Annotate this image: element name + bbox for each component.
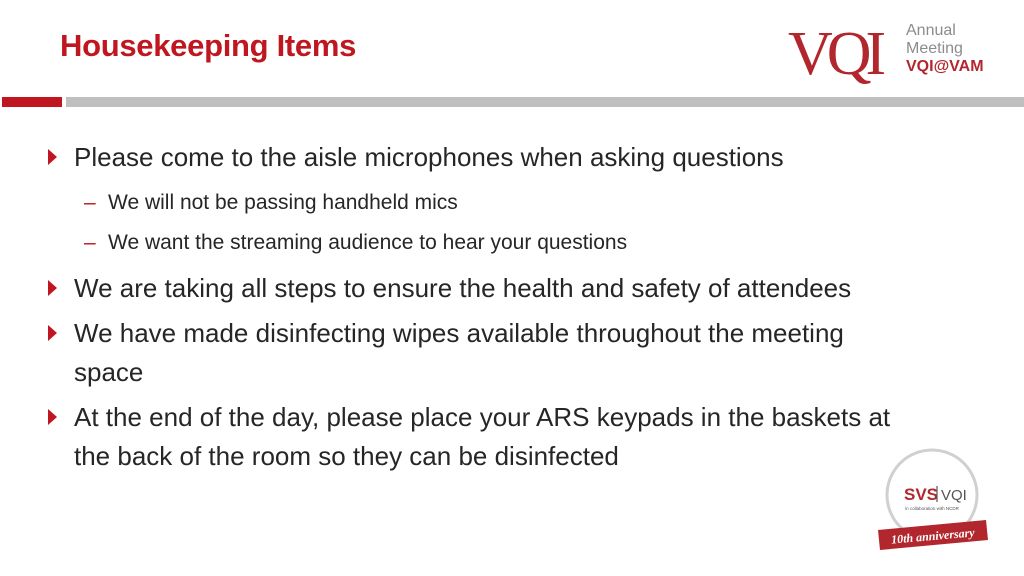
dash-bullet-icon: – bbox=[84, 231, 96, 254]
bullet-text: We are taking all steps to ensure the health and safety of attendees bbox=[74, 273, 852, 303]
sub-bullet-item bbox=[46, 183, 896, 223]
bullet-item bbox=[46, 314, 896, 392]
badge-anniversary-text: 10th anniversary bbox=[890, 525, 976, 547]
triangle-bullet-icon bbox=[48, 409, 57, 425]
bullet-text: We have made disinfecting wipes available throughout the meeting space bbox=[74, 318, 844, 387]
sub-bullet-text: We will not be passing handheld mics bbox=[108, 191, 458, 214]
badge-vqi-text: VQI bbox=[941, 487, 967, 504]
triangle-bullet-icon bbox=[48, 325, 57, 341]
logo-meeting-text: Meeting bbox=[906, 40, 963, 57]
bullet-item bbox=[46, 269, 896, 308]
badge-collab-text: in collaboration with NCDR bbox=[905, 506, 959, 511]
sub-bullet-text: We want the streaming audience to hear your questions bbox=[108, 231, 628, 254]
bullet-item bbox=[46, 138, 896, 177]
bullet-item bbox=[46, 398, 896, 476]
badge-svs-text: SVS bbox=[904, 485, 939, 504]
triangle-bullet-icon bbox=[48, 149, 57, 165]
bullet-text: At the end of the day, please place your ARS keypads in the baskets at the back of the room so they can be disinfected bbox=[74, 402, 891, 471]
dash-bullet-icon: – bbox=[84, 191, 96, 214]
vqi-logo-mark: VQI bbox=[788, 20, 881, 88]
svs-vqi-anniversary-badge bbox=[872, 448, 992, 558]
bullet-list bbox=[46, 138, 896, 482]
slide-title: Housekeeping Items bbox=[60, 28, 357, 63]
header-rule bbox=[66, 97, 1024, 107]
sub-bullet-item bbox=[46, 223, 896, 263]
vqi-annual-meeting-logo bbox=[788, 18, 988, 90]
bullet-text: Please come to the aisle microphones when asking questions bbox=[74, 142, 784, 172]
logo-vqi-vam-text: VQI@VAM bbox=[906, 58, 984, 75]
logo-annual-text: Annual bbox=[906, 22, 956, 39]
header-rule-accent bbox=[2, 97, 62, 107]
triangle-bullet-icon bbox=[48, 280, 57, 296]
